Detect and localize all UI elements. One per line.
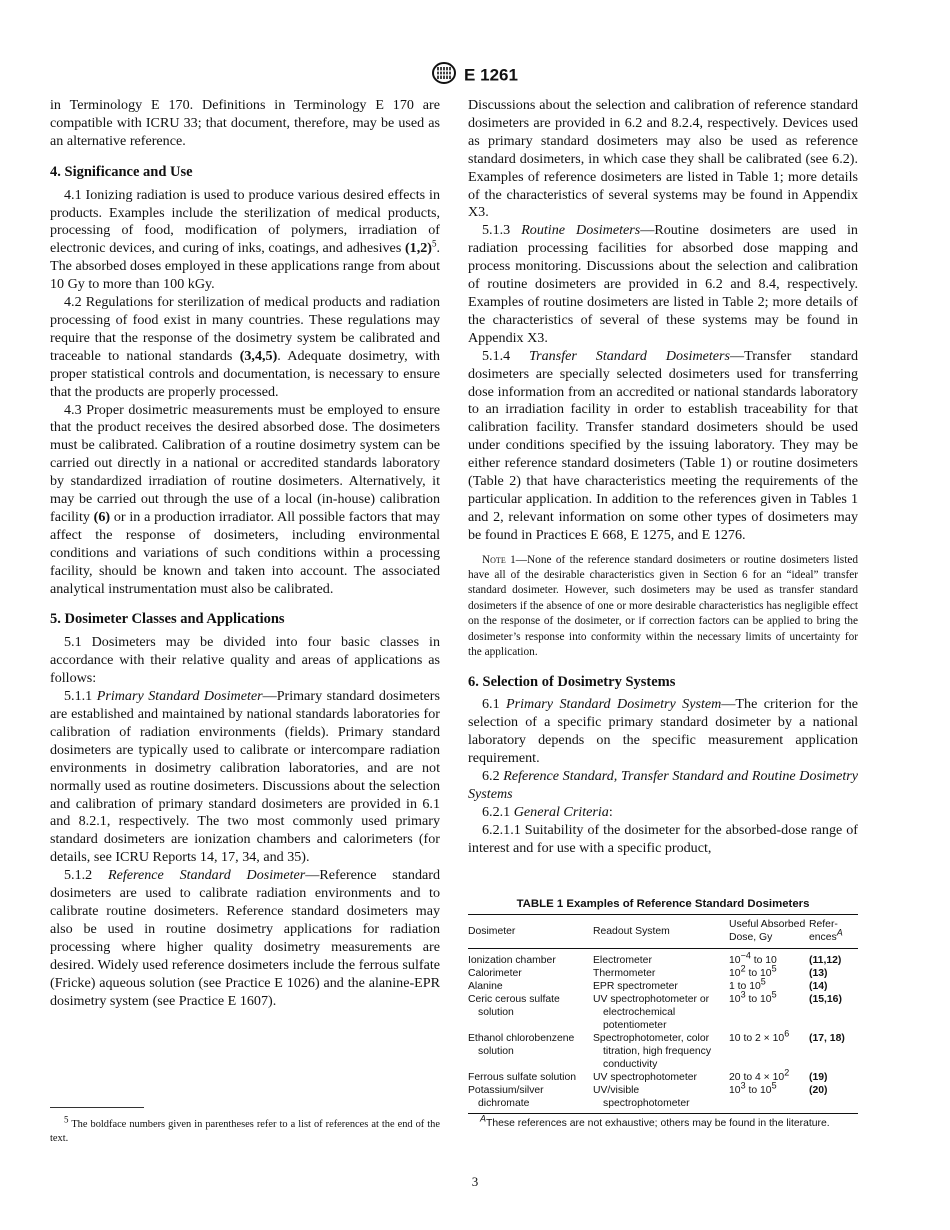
- table-row: [468, 1032, 858, 1071]
- astm-logo-icon: [432, 62, 456, 89]
- table-1-grid: [468, 914, 858, 1114]
- col-header-dose: Useful Absorbed Dose, Gy: [729, 919, 806, 943]
- note-1: Note 1—None of the reference standard dosimeters or routine dosimeters listed have all of the desirable characteristics given in Section 6 for an “ideal” transfer standard dosimeter. However, such dosimeters may be used as transfer standard dosimeters if the absence of one or more desirable characteristics has negligible effect on the response of the dosimeter, or if correction factors can be applied to bring the dosimeter’s response into conformity within the necessary limits of uncertainty for the application.: [468, 553, 858, 659]
- paragraph-5-1-3: 5.1.3 Routine Dosimeters—Routine dosimeters are used in radiation processing facilities for absorbed dose mapping and process monitoring. Discussions about the selection and calibration of routine dosimeters are provided in 6.2 and 8.4, respectively. Examples of routine dosimeters are listed in Table 2; more details of the characteristics of several of these systems may be found in Appendix X3.: [468, 222, 858, 346]
- table-row: [468, 949, 858, 968]
- table-1-footnote: $^A$These references are not exhaustive; others may be found in the literature.: [480, 1113, 830, 1129]
- table-row: [468, 1084, 858, 1114]
- cell-readout: UV spectrophotometer or electrochemical potentiometer: [593, 994, 710, 1031]
- paragraph-6-2: 6.2 Reference Standard, Transfer Standard and Routine Dosimetry Systems: [468, 768, 859, 802]
- paragraph-6-1: 6.1 Primary Standard Dosimetry System—The criterion for the selection of a specific primary standard dosimeter by a national laboratory depends on the specific measurement application requirement.: [468, 696, 859, 767]
- table-1-title: TABLE 1 Examples of Reference Standard Dosimeters: [516, 898, 810, 910]
- paragraph-4-2: 4.2 Regulations for sterilization of medical products and radiation processing of food exist in many countries. These regulations may require that the response of the dosimetry system be calibrated and traceable to national standards (3,4,5). Adequate dosimetry, with proper statistical controls and documentation, is necessary to ensure that the products are properly processed.: [50, 294, 440, 400]
- paragraph-5-1-2: 5.1.2 Reference Standard Dosimeter—Reference standard dosimeters are used to calibrate radiation environments and to calibrate routine dosimeters. Reference standard dosimeters may also be used in routine dosimetry applications for radiation processing where higher quality dosimetry measurements are desired. Widely used reference dosimeters include the ferrous sulfate (Fricke) aqueous solution (see Practice E 1026) and the alanine-EPR dosimetry system (see Practice E 1607).: [50, 867, 440, 1009]
- col-header-dosimeter: Dosimeter: [468, 925, 516, 937]
- cell-dose: 10 to $2 \times 10^6$: [729, 1028, 790, 1044]
- page-number: 3: [471, 1174, 479, 1189]
- cell-dosimeter: Ceric cerous sulfate solution: [468, 994, 560, 1018]
- cell-dose: 20 to $4 \times 10^2$: [729, 1067, 790, 1083]
- cell-references: (15,16): [809, 994, 842, 1005]
- cell-readout: Electrometer: [593, 955, 652, 966]
- cell-readout: UV/visible spectrophotometer: [593, 1085, 690, 1109]
- cell-references: (14): [809, 981, 828, 992]
- table-1: [468, 898, 858, 1129]
- cell-readout: EPR spectrometer: [593, 981, 678, 992]
- cell-readout: Spectrophotometer, color titration, high frequency conductivity: [593, 1033, 712, 1070]
- intro-paragraph: in Terminology E 170. Definitions in Terminology E 170 are compatible with ICRU 33; that document, therefore, may be used as an alternative reference.: [50, 97, 440, 149]
- cell-dose: $10^3$ to $10^5$: [729, 989, 777, 1005]
- cell-readout: UV spectrophotometer: [593, 1072, 697, 1083]
- cell-dose: $10^2$ to $10^5$: [729, 963, 777, 979]
- cell-dosimeter: Calorimeter: [468, 968, 522, 979]
- cell-references: (19): [809, 1072, 828, 1083]
- cell-dose: $10^{-4}$ to 10: [729, 950, 777, 966]
- cell-references: (17, 18): [809, 1033, 845, 1044]
- cell-dosimeter: Potassium/silver dichromate: [468, 1085, 544, 1109]
- paragraph-5-1-4: 5.1.4 Transfer Standard Dosimeters—Transfer standard dosimeters are specially selected dosimeters used for transferring dose information from an accredited or national standards laboratory to an irradiation facility in order to establish traceability for that calibration facility. Transfer standard dosimeters should be used under conditions specified by the issuing laboratory. They may be either reference standard dosimeters (Table 1) or routine dosimeters (Table 2) that have characteristics meeting the requirements of the particular application. In addition to the references given in Tables 1 and 2, relevant information on some other types of dosimeters may be found in Practices E 668, E 1275, and E 1276.: [468, 347, 859, 543]
- paragraph-continued: Discussions about the selection and calibration of reference standard dosimeters are provided in 6.2 and 8.2.4, respectively. Devices used as primary standard dosimeters may also be used as reference standard dosimeters, in which case they shall be calibrated (see 6.2). Examples of reference dosimeters are listed in Table 1; more details of the characteristics of several systems may be found in Appendix X3.: [468, 97, 858, 221]
- standard-number: E 1261: [464, 65, 518, 85]
- cell-references: (13): [809, 968, 828, 979]
- cell-readout: Thermometer: [593, 968, 656, 979]
- paragraph-4-1: 4.1 Ionizing radiation is used to produce various desired effects in products. Examples include the sterilization of medical products, processing of food, modification of polymers, irradiation of electronic devices, and curing of inks, coatings, and adhesives $(1,2)^5$. The absorbed doses employed in these applications range from about 10 Gy to more than 100 kGy.: [50, 186, 440, 293]
- cell-dosimeter: Ethanol chlorobenzene solution: [468, 1033, 575, 1057]
- right-column: [468, 97, 858, 858]
- paragraph-5-1: 5.1 Dosimeters may be divided into four basic classes in accordance with their relative quality and areas of applications as follows:: [50, 634, 440, 687]
- paragraph-6-2-1-1: 6.2.1.1 Suitability of the dosimeter for the absorbed-dose range of interest and for use with a specific product,: [468, 821, 858, 856]
- paragraph-6-2-1: 6.2.1 General Criteria:: [482, 803, 613, 820]
- table-header-row: [468, 915, 858, 949]
- table-row: [468, 967, 858, 980]
- cell-dosimeter: Ferrous sulfate solution: [468, 1072, 577, 1083]
- footnote-rule: [50, 1107, 144, 1108]
- col-header-readout: Readout System: [593, 925, 670, 937]
- paragraph-4-3: 4.3 Proper dosimetric measurements must be employed to ensure that the product receives the desired absorbed dose. The dosimeters must be calibrated. Calibration of a routine dosimetry system can be carried out directly in a national or accredited standards laboratory by standardized irradiation of routine dosimeters. Alternatively, it may be carried out through the use of a local (in-house) calibration facility (6) or in a production irradiator. All possible factors that may affect the response of dosimeters, including environmental conditions and variations of such conditions within a processing facility, should be known and taken into account. The associated analytical instrumentation must also be calibrated.: [50, 401, 440, 597]
- table-row: [468, 993, 858, 1032]
- cell-dosimeter: Ionization chamber: [468, 955, 556, 966]
- table-row: [468, 980, 858, 993]
- cell-references: (11,12): [809, 955, 842, 966]
- cell-dose: 1 to $10^5$: [729, 976, 766, 992]
- section-5-heading: 5. Dosimeter Classes and Applications: [50, 611, 285, 628]
- section-4-heading: 4. Significance and Use: [50, 163, 193, 180]
- footnote-5: $^5$ The boldface numbers given in parentheses refer to a list of references at the end of the text.: [50, 1114, 440, 1144]
- col-header-references: Refer-ences$^A$: [809, 919, 843, 943]
- left-column: [50, 97, 440, 1010]
- page-header: [0, 62, 950, 89]
- paragraph-5-1-1: 5.1.1 Primary Standard Dosimeter—Primary standard dosimeters are established and maintained by national standards laboratories for calibration of radiation environments (fields). Primary standard dosimeters are typically used to calibrate or intercompare radiation environments in dosimetry calibration laboratories, and are not normally used as routine dosimeters. Discussions about the selection and calibration of primary standard dosimeters are provided in 6.1 and 8.2.1, respectively. The two most commonly used primary standard dosimeters are ionization chambers and calorimeters (for details, see ICRU Reports 14, 17, 34, and 35).: [50, 688, 440, 866]
- table-row: [468, 1071, 858, 1084]
- cell-dosimeter: Alanine: [468, 981, 503, 992]
- cell-references: (20): [809, 1085, 828, 1096]
- section-6-heading: 6. Selection of Dosimetry Systems: [468, 673, 676, 690]
- cell-dose: $10^3$ to $10^5$: [729, 1080, 777, 1096]
